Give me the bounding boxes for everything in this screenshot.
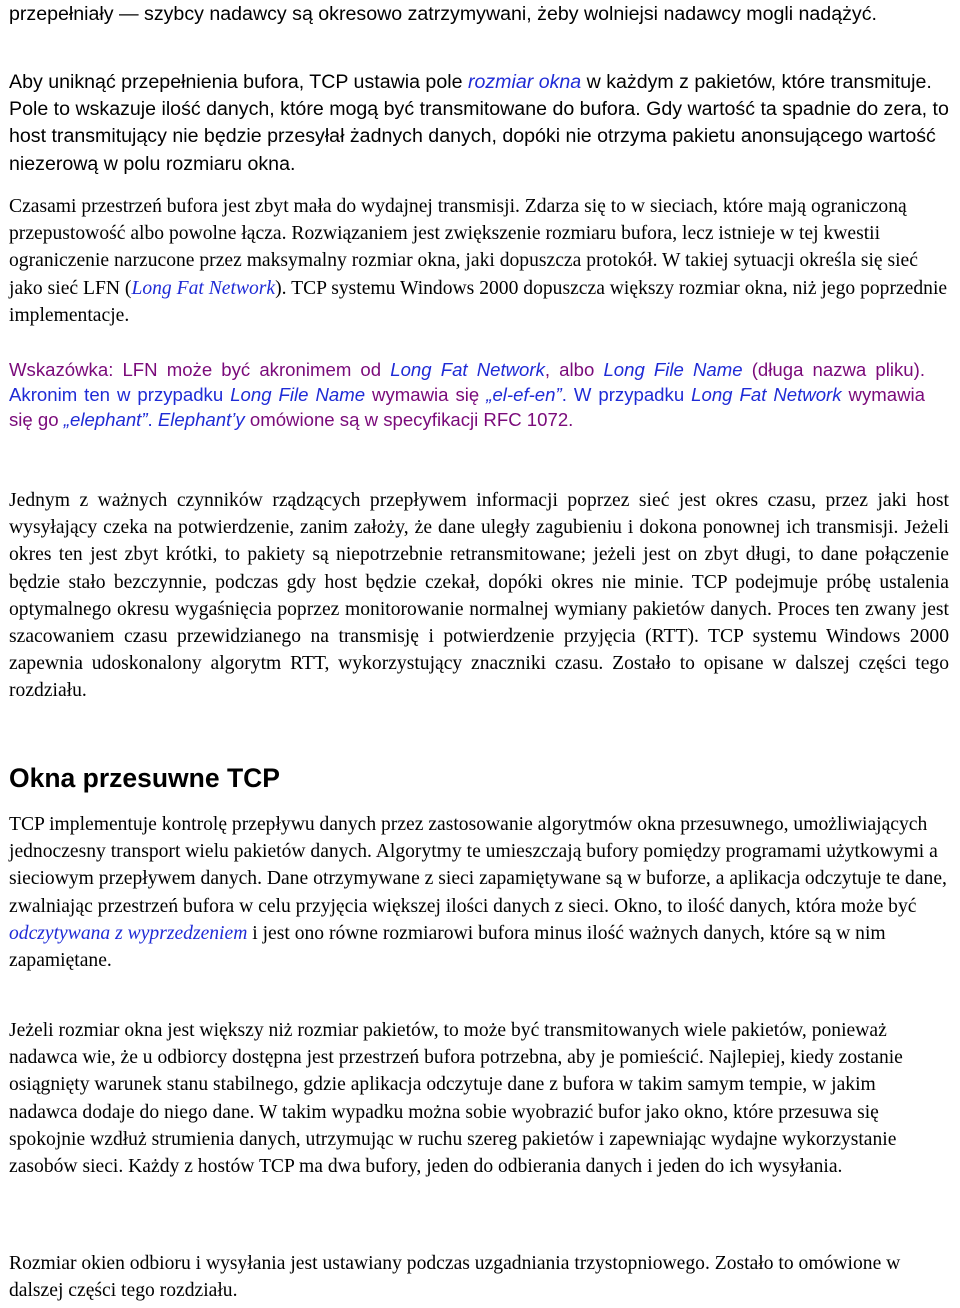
emphasis-term: rozmiar okna — [467, 71, 582, 93]
emphasis-term: Long Fat Network — [131, 277, 276, 299]
paragraph-text: i jest ono równe rozmiarowi bufora minus ilość ważnych danych, które są w nim zapamiętane. — [9, 922, 886, 972]
tip-term: „el-ef-en” — [486, 384, 562, 406]
paragraph-window-handshake — [9, 1250, 949, 1304]
tip-text: Wskazówka: LFN może być akronimem od — [9, 359, 391, 380]
tip-term: Long Fat Network — [390, 359, 545, 380]
tip-note — [9, 357, 925, 433]
paragraph-rtt — [9, 487, 949, 705]
paragraph-text: w każdym z pakietów, które transmituje. Pole to wskazuje ilość danych, które mogą być transmitowane do bufora. Gdy wartość ta spadnie do zera, to host transmitujący nie będzie przesyłał żadnych danych, dopóki nie otrzyma pakietu anonsującego wartość niezerową w polu rozmiaru okna. — [9, 71, 949, 175]
paragraph-text: przepełniały — szybcy nadawcy są okresowo zatrzymywani, żeby wolniejsi nadawcy mogli nadążyć. — [9, 3, 877, 25]
tip-text: wymawia się go — [9, 384, 925, 431]
tip-term: „elephant” — [63, 409, 148, 431]
paragraph-text: Czasami przestrzeń bufora jest zbyt mała do wydajnej transmisji. Zdarza się to w sieciach, które mają ograniczoną przepustowość albo powolne łącza. Rozwiązaniem jest zwiększenie rozmiaru bufora, lecz istnieje w tej kwestii ograniczenie narzucone przez maksymalny rozmiar okna, jaki dopuszcza protokół. W takiej sytuacji określa się sieć jako sieć LFN ( — [9, 196, 918, 299]
tip-term: Long Fat Network — [691, 384, 842, 406]
paragraph-text: ). TCP systemu Windows 2000 dopuszcza większy rozmiar okna, niż jego poprzednie implementacje. — [9, 277, 948, 326]
paragraph-window-size — [9, 69, 949, 178]
paragraph-text: Jednym z ważnych czynników rządzących przepływem informacji poprzez sieć jest okres czasu, przez jaki host wysyłający czeka na potwierdzenie, zanim założy, że dane uległy zagubieniu i dokona ponownej ich transmisji. Jeżeli okres ten jest zbyt krótki, to pakiety są niepotrzebnie retransmitowane; jeżeli jest on zbyt długi, to dane połączenie będzie stało bezczynnie, podczas gdy host będzie czekał, dopóki okres nie minie. TCP podejmuje próbę ustalenia optymalnego okresu wygaśnięcia poprzez monitorowanie normalnej wymiany pakietów danych. Proces ten zwany jest szacowaniem czasu przewidzianego na transmisję i potwierdzenie przyjęcia (RTT). TCP systemu Windows 2000 zapewnia udoskonalony algorytm RTT, wykorzystujący znaczniki czasu. Zostało to opisane w dalszej części tego rozdziału. — [9, 490, 949, 702]
tip-text: . — [147, 409, 158, 431]
paragraph-text: Jeżeli rozmiar okna jest większy niż rozmiar pakietów, to może być transmitowanych wiele pakietów, ponieważ nadawca wie, że u odbiorcy dostępna jest przestrzeń bufora potrzebna, aby je pomieścić. Najlepiej, kiedy zostanie osiągnięty warunek stanu stabilnego, gdzie aplikacja odczytuje dane z bufora w takim samym tempie, w jakim nadawca dodaje do niego dane. W takim wypadku można sobie wyobrazić bufor jako okno, które przesuwa się spokojnie wzdłuż strumienia danych, utrzymując w ruchu szereg pakietów i zapewniając wydajne wykorzystanie zasobów sieci. Każdy z hostów TCP ma dwa bufory, jeden do odbierania danych i jeden do ich wysyłania. — [9, 1020, 903, 1178]
tip-term: Elephant’y — [157, 409, 245, 431]
paragraph-text: TCP implementuje kontrolę przepływu danych przez zastosowanie algorytmów okna przesuwnego, umożliwiających jednoczesny transport wielu pakietów danych. Algorytmy te umieszczają bufory pomiędzy programami użytkowymi a sieciowym przepływem danych. Dane otrzymywane z sieci zapamiętywane są w buforze, a aplikacja odczytuje te dane, zwalniając przestrzeń bufora w celu przyjęcia większej ilości danych z sieci. Okno, to ilość danych, która może być — [9, 814, 947, 917]
tip-text: wymawia się — [365, 384, 487, 406]
read-ahead-link[interactable]: odczytywana z wyprzedzeniem — [9, 922, 248, 944]
tip-text: (długa nazwa pliku). — [742, 359, 925, 380]
paragraph-continuation — [9, 1, 949, 28]
section-heading: Okna przesuwne TCP — [9, 763, 280, 793]
paragraph-text: Rozmiar okien odbioru i wysyłania jest ustawiany podczas uzgadniania trzystopniowego. Zostało to omówione w dalszej części tego rozdziału. — [9, 1253, 901, 1302]
tip-text: , albo — [544, 359, 604, 380]
tip-text: . — [561, 384, 574, 406]
tip-text: Akronim ten w przypadku — [9, 384, 231, 406]
tip-term: Long File Name — [603, 359, 743, 380]
tip-term: Long File Name — [230, 384, 366, 406]
tip-text: omówione są w specyfikacji RFC 1072. — [244, 409, 574, 431]
paragraph-sliding-window — [9, 811, 949, 974]
paragraph-text: Aby uniknąć przepełnienia bufora, TCP ustawia pole — [9, 71, 468, 93]
paragraph-window-packets — [9, 1017, 949, 1180]
tip-text: W przypadku — [573, 384, 692, 406]
paragraph-buffer-space — [9, 193, 949, 329]
